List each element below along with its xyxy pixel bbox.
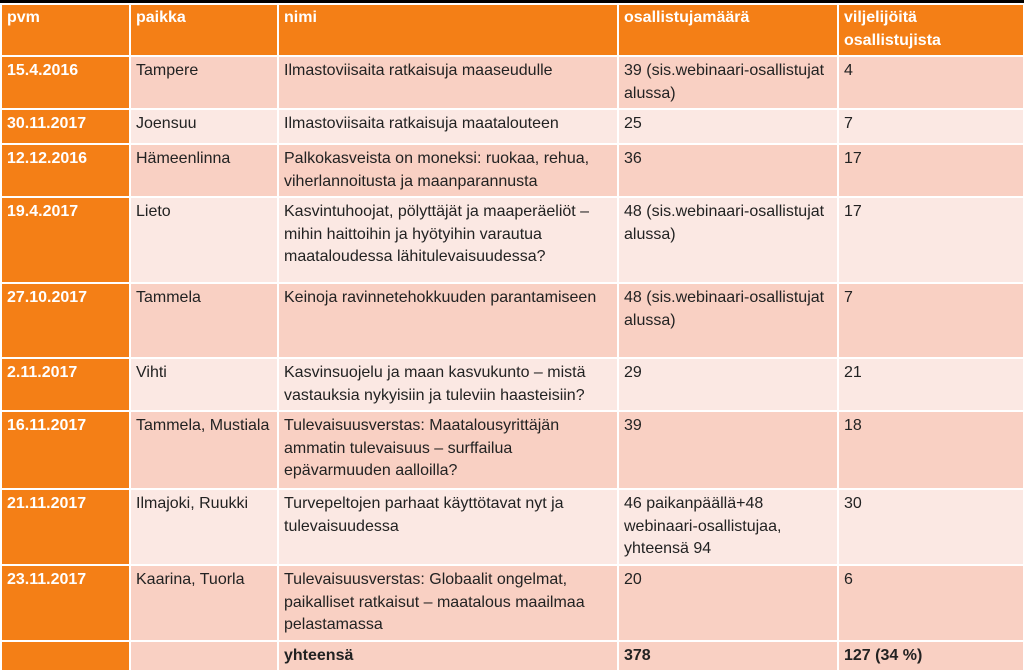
participants-cell: 39 (sis.webinaari-osallistujat alussa) — [618, 56, 838, 109]
participants-cell: 48 (sis.webinaari-osallistujat alussa) — [618, 197, 838, 283]
table-row — [1, 411, 1024, 489]
farmers-cell: 21 — [838, 358, 1024, 411]
place-cell: Ilmajoki, Ruukki — [130, 489, 278, 565]
place-cell: Tampere — [130, 56, 278, 109]
farmers-cell: 6 — [838, 565, 1024, 641]
total-participants: 378 — [618, 641, 838, 672]
participants-cell: 36 — [618, 144, 838, 197]
place-cell: Vihti — [130, 358, 278, 411]
date-cell: 27.10.2017 — [1, 283, 130, 358]
participants-cell: 20 — [618, 565, 838, 641]
name-cell: Tulevaisuusverstas: Globaalit ongelmat, paikalliset ratkaisut – maatalous maailmaa pelastamassa — [278, 565, 618, 641]
total-row — [1, 641, 1024, 672]
date-cell: 12.12.2016 — [1, 144, 130, 197]
header-nimi: nimi — [278, 4, 618, 56]
participants-cell: 25 — [618, 109, 838, 144]
table-row — [1, 358, 1024, 411]
total-place-cell — [130, 641, 278, 672]
farmers-cell: 17 — [838, 144, 1024, 197]
header-pvm: pvm — [1, 4, 130, 56]
participants-cell: 39 — [618, 411, 838, 489]
participants-cell: 46 paikanpäällä+48 webinaari-osallistujaa, yhteensä 94 — [618, 489, 838, 565]
table-row — [1, 56, 1024, 109]
table-row — [1, 109, 1024, 144]
name-cell: Palkokasveista on moneksi: ruokaa, rehua, viherlannoitusta ja maanparannusta — [278, 144, 618, 197]
farmers-cell: 17 — [838, 197, 1024, 283]
farmers-cell: 30 — [838, 489, 1024, 565]
name-cell: Keinoja ravinnetehokkuuden parantamiseen — [278, 283, 618, 358]
name-cell: Ilmastoviisaita ratkaisuja maatalouteen — [278, 109, 618, 144]
date-cell: 23.11.2017 — [1, 565, 130, 641]
date-cell: 16.11.2017 — [1, 411, 130, 489]
farmers-cell: 7 — [838, 283, 1024, 358]
total-date-cell — [1, 641, 130, 672]
date-cell: 2.11.2017 — [1, 358, 130, 411]
name-cell: Ilmastoviisaita ratkaisuja maaseudulle — [278, 56, 618, 109]
farmers-cell: 4 — [838, 56, 1024, 109]
table-row — [1, 283, 1024, 358]
place-cell: Lieto — [130, 197, 278, 283]
table-row — [1, 197, 1024, 283]
place-cell: Tammela — [130, 283, 278, 358]
table-row — [1, 144, 1024, 197]
participants-cell: 29 — [618, 358, 838, 411]
name-cell: Turvepeltojen parhaat käyttötavat nyt ja tulevaisuudessa — [278, 489, 618, 565]
place-cell: Kaarina, Tuorla — [130, 565, 278, 641]
date-cell: 30.11.2017 — [1, 109, 130, 144]
date-cell: 15.4.2016 — [1, 56, 130, 109]
total-farmers: 127 (34 %) — [838, 641, 1024, 672]
name-cell: Kasvinsuojelu ja maan kasvukunto – mistä vastauksia nykyisiin ja tuleviin haasteisiin? — [278, 358, 618, 411]
table-row — [1, 489, 1024, 565]
total-label: yhteensä — [278, 641, 618, 672]
farmers-cell: 7 — [838, 109, 1024, 144]
place-cell: Hämeenlinna — [130, 144, 278, 197]
name-cell: Kasvintuhoojat, pölyttäjät ja maaperäeliöt – mihin haittoihin ja hyötyihin varautua maataloudessa lähitulevaisuudessa? — [278, 197, 618, 283]
table-row — [1, 565, 1024, 641]
date-cell: 21.11.2017 — [1, 489, 130, 565]
header-row — [1, 4, 1024, 56]
events-table — [0, 3, 1024, 672]
participants-cell: 48 (sis.webinaari-osallistujat alussa) — [618, 283, 838, 358]
farmers-cell: 18 — [838, 411, 1024, 489]
place-cell: Tammela, Mustiala — [130, 411, 278, 489]
header-osallistujamaara: osallistujamäärä — [618, 4, 838, 56]
name-cell: Tulevaisuusverstas: Maatalousyrittäjän ammatin tulevaisuus – surffailua epävarmuuden aalloilla? — [278, 411, 618, 489]
header-paikka: paikka — [130, 4, 278, 56]
date-cell: 19.4.2017 — [1, 197, 130, 283]
place-cell: Joensuu — [130, 109, 278, 144]
header-viljelijoita: viljelijöitä osallistujista — [838, 4, 1024, 56]
